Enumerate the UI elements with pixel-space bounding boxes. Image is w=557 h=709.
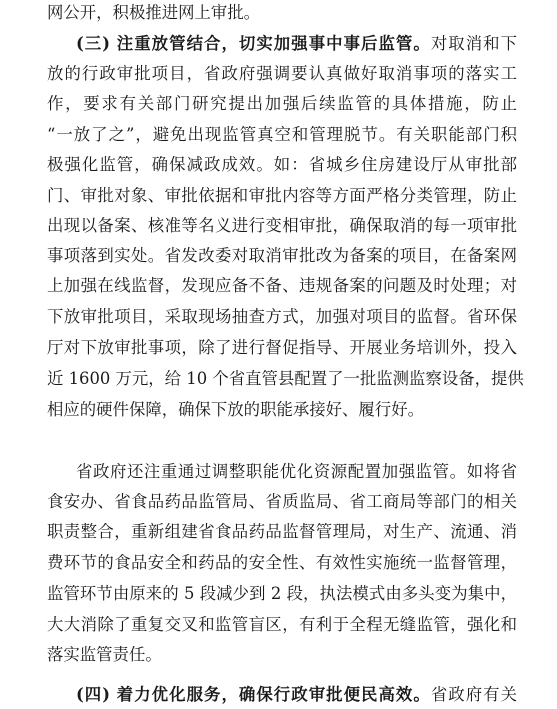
text-line: 食安办、省食品药品监管局、省质监局、省工商局等部门的相关 (47, 492, 517, 511)
section-heading-3 (76, 32, 517, 56)
text-line: 监管环节由原来的 5 段减少到 2 段，执法模式由多头变为集中， (47, 584, 517, 603)
text-line: 网公开，积极推进网上审批。 (47, 3, 261, 22)
text-line: 上加强在线监督，发现应备不备、违规备案的问题及时处理；对 (47, 276, 517, 295)
text-line: 出现以备案、核准等名义进行变相审批，确保取消的每一项审批 (47, 216, 517, 235)
text-line: 极强化监管，确保减政成效。如：省城乡住房建设厅从审批部 (47, 155, 517, 174)
text-line: 放的行政审批项目，省政府强调要认真做好取消事项的落实工 (47, 64, 517, 83)
text-line: 近 1600 万元，给 10 个省直管县配置了一批监测监察设备，提供 (47, 369, 524, 388)
section-heading-3-title: (三) 注重放管结合，切实加强事中事后监管。 (76, 34, 431, 53)
text-line: 费环节的食品安全和药品的安全性、有效性实施统一监督管理， (47, 553, 517, 572)
text-line: 下放审批项目，采取现场抽查方式，加强对项目的监督。省环保 (47, 307, 517, 326)
text-line: 省政府还注重通过调整职能优化资源配置加强监管。如将省 (76, 462, 517, 481)
text-line: 门、审批对象、审批依据和审批内容等方面严格分类管理，防止 (47, 186, 517, 205)
text-line: 相应的硬件保障，确保下放的职能承接好、履行好。 (47, 400, 424, 419)
text-line: 事项落到实处。省发改委对取消审批改为备案的项目，在备案网 (47, 246, 517, 265)
text-line: “一放了之”，避免出现监管真空和管理脱节。有关职能部门积 (47, 125, 517, 144)
text-line: 职责整合，重新组建省食品药品监督管理局，对生产、流通、消 (47, 522, 517, 541)
text-line: 大大消除了重复交叉和监管盲区，有利于全程无缝监管，强化和 (47, 615, 517, 634)
text-line: 厅对下放审批事项，除了进行督促指导、开展业务培训外，投入 (47, 338, 517, 357)
section-heading-4-title: (四) 着力优化服务，确保行政审批便民高效。 (76, 685, 431, 704)
section-heading-4-text: 省政府有关 (430, 685, 518, 704)
section-heading-3-text: 对取消和下 (430, 34, 518, 53)
text-line: 作，要求有关部门研究提出加强后续监管的具体措施，防止 (47, 94, 517, 113)
section-heading-4 (76, 683, 517, 707)
text-line: 落实监管责任。 (47, 645, 162, 664)
